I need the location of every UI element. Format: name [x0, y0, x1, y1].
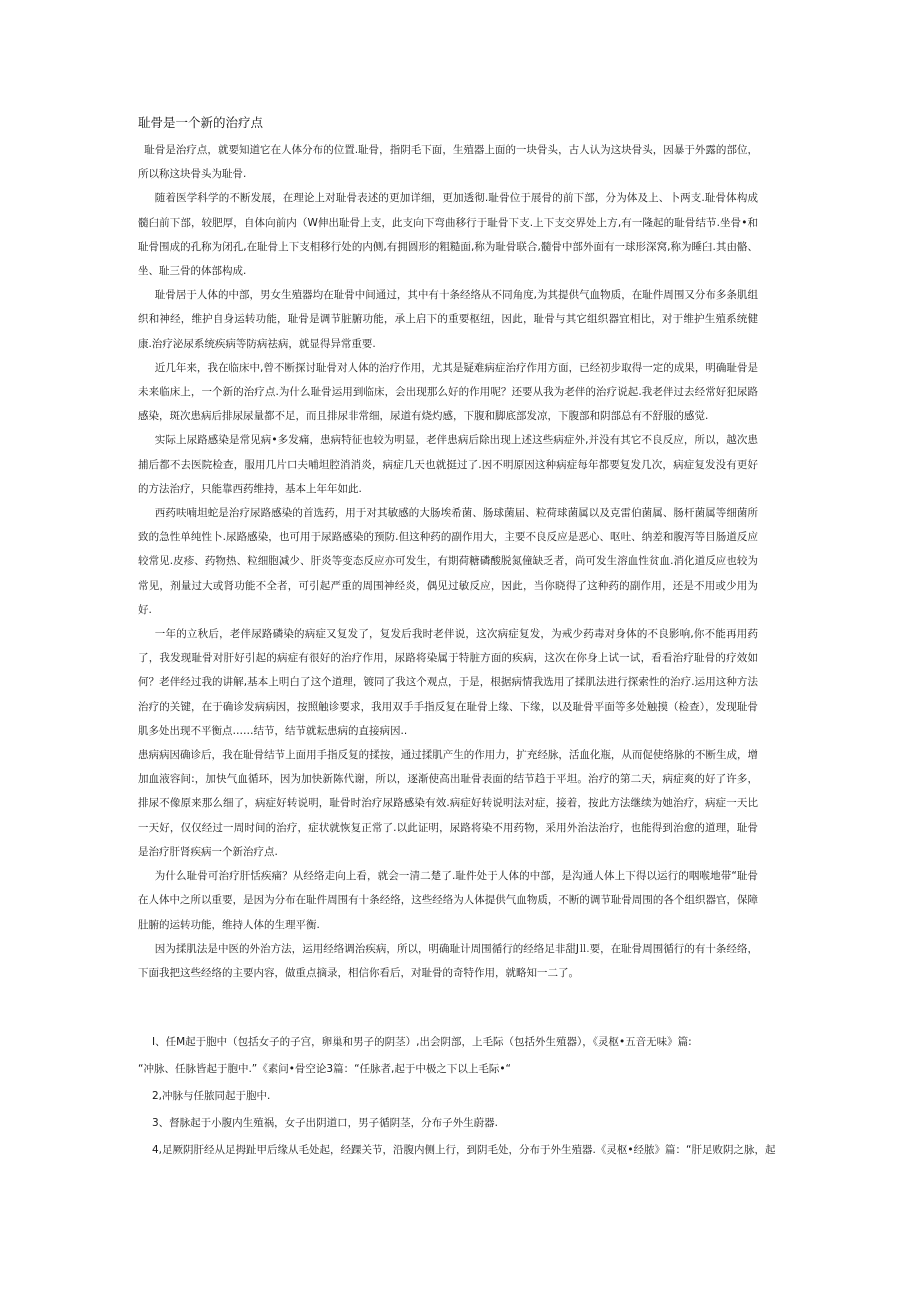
paragraph: 耻骨居于人体的中部，男女生殖器均在耻骨中间通过，其中有十条经络从不同角度,为其提供气血物质，在耻件周围又分布多条肌组织和神经，维护自身运转功能，耻骨是调节脏腑功能，承上启下的重要枢纽，因此，耻骨与其它组织器宜相比，对于维护生殖系统健康.治疗泌尿系统疾病等防病祛病，就显得异常重要. [138, 289, 758, 350]
list-item: I、任M起于胞中（包括女子的子宫，卵巢和男子的阴茎）,出会阴部，上毛际（包括外生殖器），《灵枢•五音无味》篇: [152, 1036, 692, 1048]
paragraph: 近几年来，我在临床中,曾不断探讨耻骨对人体的治疗作用，尤其是疑难病症治疗作用方面，已经初步取得一定的成果，明确耻骨是未来临床上，一个新的治疗点.为什么耻骨运用到临床，会出现那么好的作用呢？还要从我为老伴的治疗说起.我老伴过去经常好犯尿路感染，斑次患病后排尿尿量都不足，而且排尿非常细，尿道有烧灼感，下腹和脚底部发凉，下腹部和阴部总有不舒服的感觉. [138, 361, 758, 423]
paragraph: 一年的立秋后，老伴尿路磷染的病症又复发了，复发后我时老伴说，这次病症复发，为戒少药毒对身体的不良影响,你不能再用药了，我发现耻骨对肝好引起的病症有很好的治疗作用，尿路将染属于特脏方面的疾病，这次在你身上试一试，看看治疗耻骨的疗效如何？老伴经过我的讲解,基本上明白了这个道理，镀同了我这个观点，于是，根据病情我选用了揉肌法进行探索性的治疗.运用这种方法治疗的关键，在于确诊发病病因，按照触诊要求，我用双手手指反复在耻骨上缘、下缘，以及耻骨平面等多处触摸（检查），发现耻骨肌多处出现不平衡点……结节，结节就耘患病的直接病因.. [138, 628, 758, 737]
paragraph: 实际上尿路感染是常见病•多发痛，患病特征也较为明显，老伴患病后除出现上述这些病症外,并没有其它不良反应，所以，越次患捕后都不去医院检查，服用几片口夫哺坦腔消消炎，病症几天也就挺过了.因不明原因这种病症每年都要复发几次，病症复发没有更好的方法治疗，只能靠西药维持，基本上年年如此. [138, 434, 758, 495]
document-title: 耻骨是一个新的治疗点 [138, 115, 264, 130]
list-item: 3、督脉起于小腹内生殖祸，女子出阴道口，男子循阴茎，分布子外生蔚器. [152, 1117, 499, 1129]
list-item: 2,冲脉与任脓同起于胞中. [152, 1090, 271, 1102]
paragraph: 耻骨是治疗点，就要知道它在人体分布的位置.耻骨，指阴毛下面，生殖器上面的一块骨头，古人认为这块骨头，因暴于外露的部位，所以称这块骨头为耻骨. [138, 144, 758, 181]
document-body [138, 138, 758, 985]
list-item: “冲脉、任脉皆起于胞中.”《素问•骨空论3篇：“任脉者,起于中极之下以上毛际•“ [138, 1063, 511, 1075]
paragraph: 西药呋喃坦蛇是治疗尿路感染的首选药，用于对其敏感的大肠埃希菌、肠球菌届、粒荷球菌属以及克雷伯菌属、肠杆菌属等细菌所致的急性单纯性卜.尿路感染，也可用于尿路感染的预防.但这种药的副作用大，主要不良反应是恶心、呕吐、纳差和腹泻等目肠道反应较常见.皮疹、药物热、粒细胞减少、肝炎等变态反应亦可发生，有期荷糖磷酸脱氮僮缺乏者，尚可发生溶血性贫血.消化道反应也较为常见，剂量过大或肾功能不全者，可引起严重的周围神经炎，偶见过敏反应，因此，当你晓得了这种药的副作用，还是不用或少用为好. [138, 507, 758, 616]
list-item: 4,足厥阴肝经从足拇趾甲后缘从毛处起，经踝关节，沿腹内侧上行，到阴毛处，分布于外生殖器.《灵枢•经脓》篇：“肝足败阴之脉，起 [152, 1144, 776, 1156]
paragraph: 因为揉肌法是中医的外治方法，运用经络调治疾病，所以，明确耻计周围循行的经络足非甜J⒒要，在耻骨周围循行的有十条经络，下面我把这些经络的主要内容，做重点摘录，相信你看后，对耻骨的奇特作用，就略知一二了。 [138, 942, 758, 979]
paragraph: 为什么耻骨可治疗肝恬疾痛？从经络走向上看，就会一清二楚了.耻件处于人体的中部，是沟通人体上下得以运行的咽喉地带“耻骨在人体中之所以重要，是因为分布在耻件周围有十条经络，这些经络为人体提供气血物质，不断的调节耻骨周围的各个组织器官，保障肚腑的运转功能，维持人体的生理平衡. [138, 870, 758, 931]
paragraph: 患病病因确诊后，我在耻骨结节上面用手指反复的揉按，通过揉肌产生的作用力，扩充经脉，活血化瓶，从而促使络脉的不断生成，增加血液容间:，加快气血循环，因为加快新陈代谢，所以，逐渐使高出耻骨表面的结节趋于平坦。治疗的第二天，病症爽的好了许多，排尿不像原来那么细了，病症好转说明，耻骨时治疗尿路感染有效.病症好转说明法对症，接着，按此方法继续为她治疗，病症一天比一天好，仅仅经过一周时间的治疗，症状就恢复正常了.以此证明，尿路将染不用药物，采用外治法治疗，也能得到治愈的道理，耻骨是治疗肝肾疾病一个新治疗点. [138, 749, 758, 858]
paragraph: 随着医学科学的不断发展，在理论上对耻骨表述的更加详细，更加透彻.耻骨位于展骨的前下部，分为体及上、卜两支.耻骨体构成髓臼前下部，较肥厚，自体向前内（W伸出耻骨上支，此支向下弯曲移行于耻骨下支.上下支交界处上方,有一隆起的耻骨结节.坐骨•和耻骨围成的孔称为闭孔,在耻骨上下支相移行处的内侧,有拥圆形的粗糙面,称为耻骨联合,髓骨中部外面有一球形深窝,称为睡臼.其由骼、坐、耻三骨的体部构成. [138, 192, 758, 278]
